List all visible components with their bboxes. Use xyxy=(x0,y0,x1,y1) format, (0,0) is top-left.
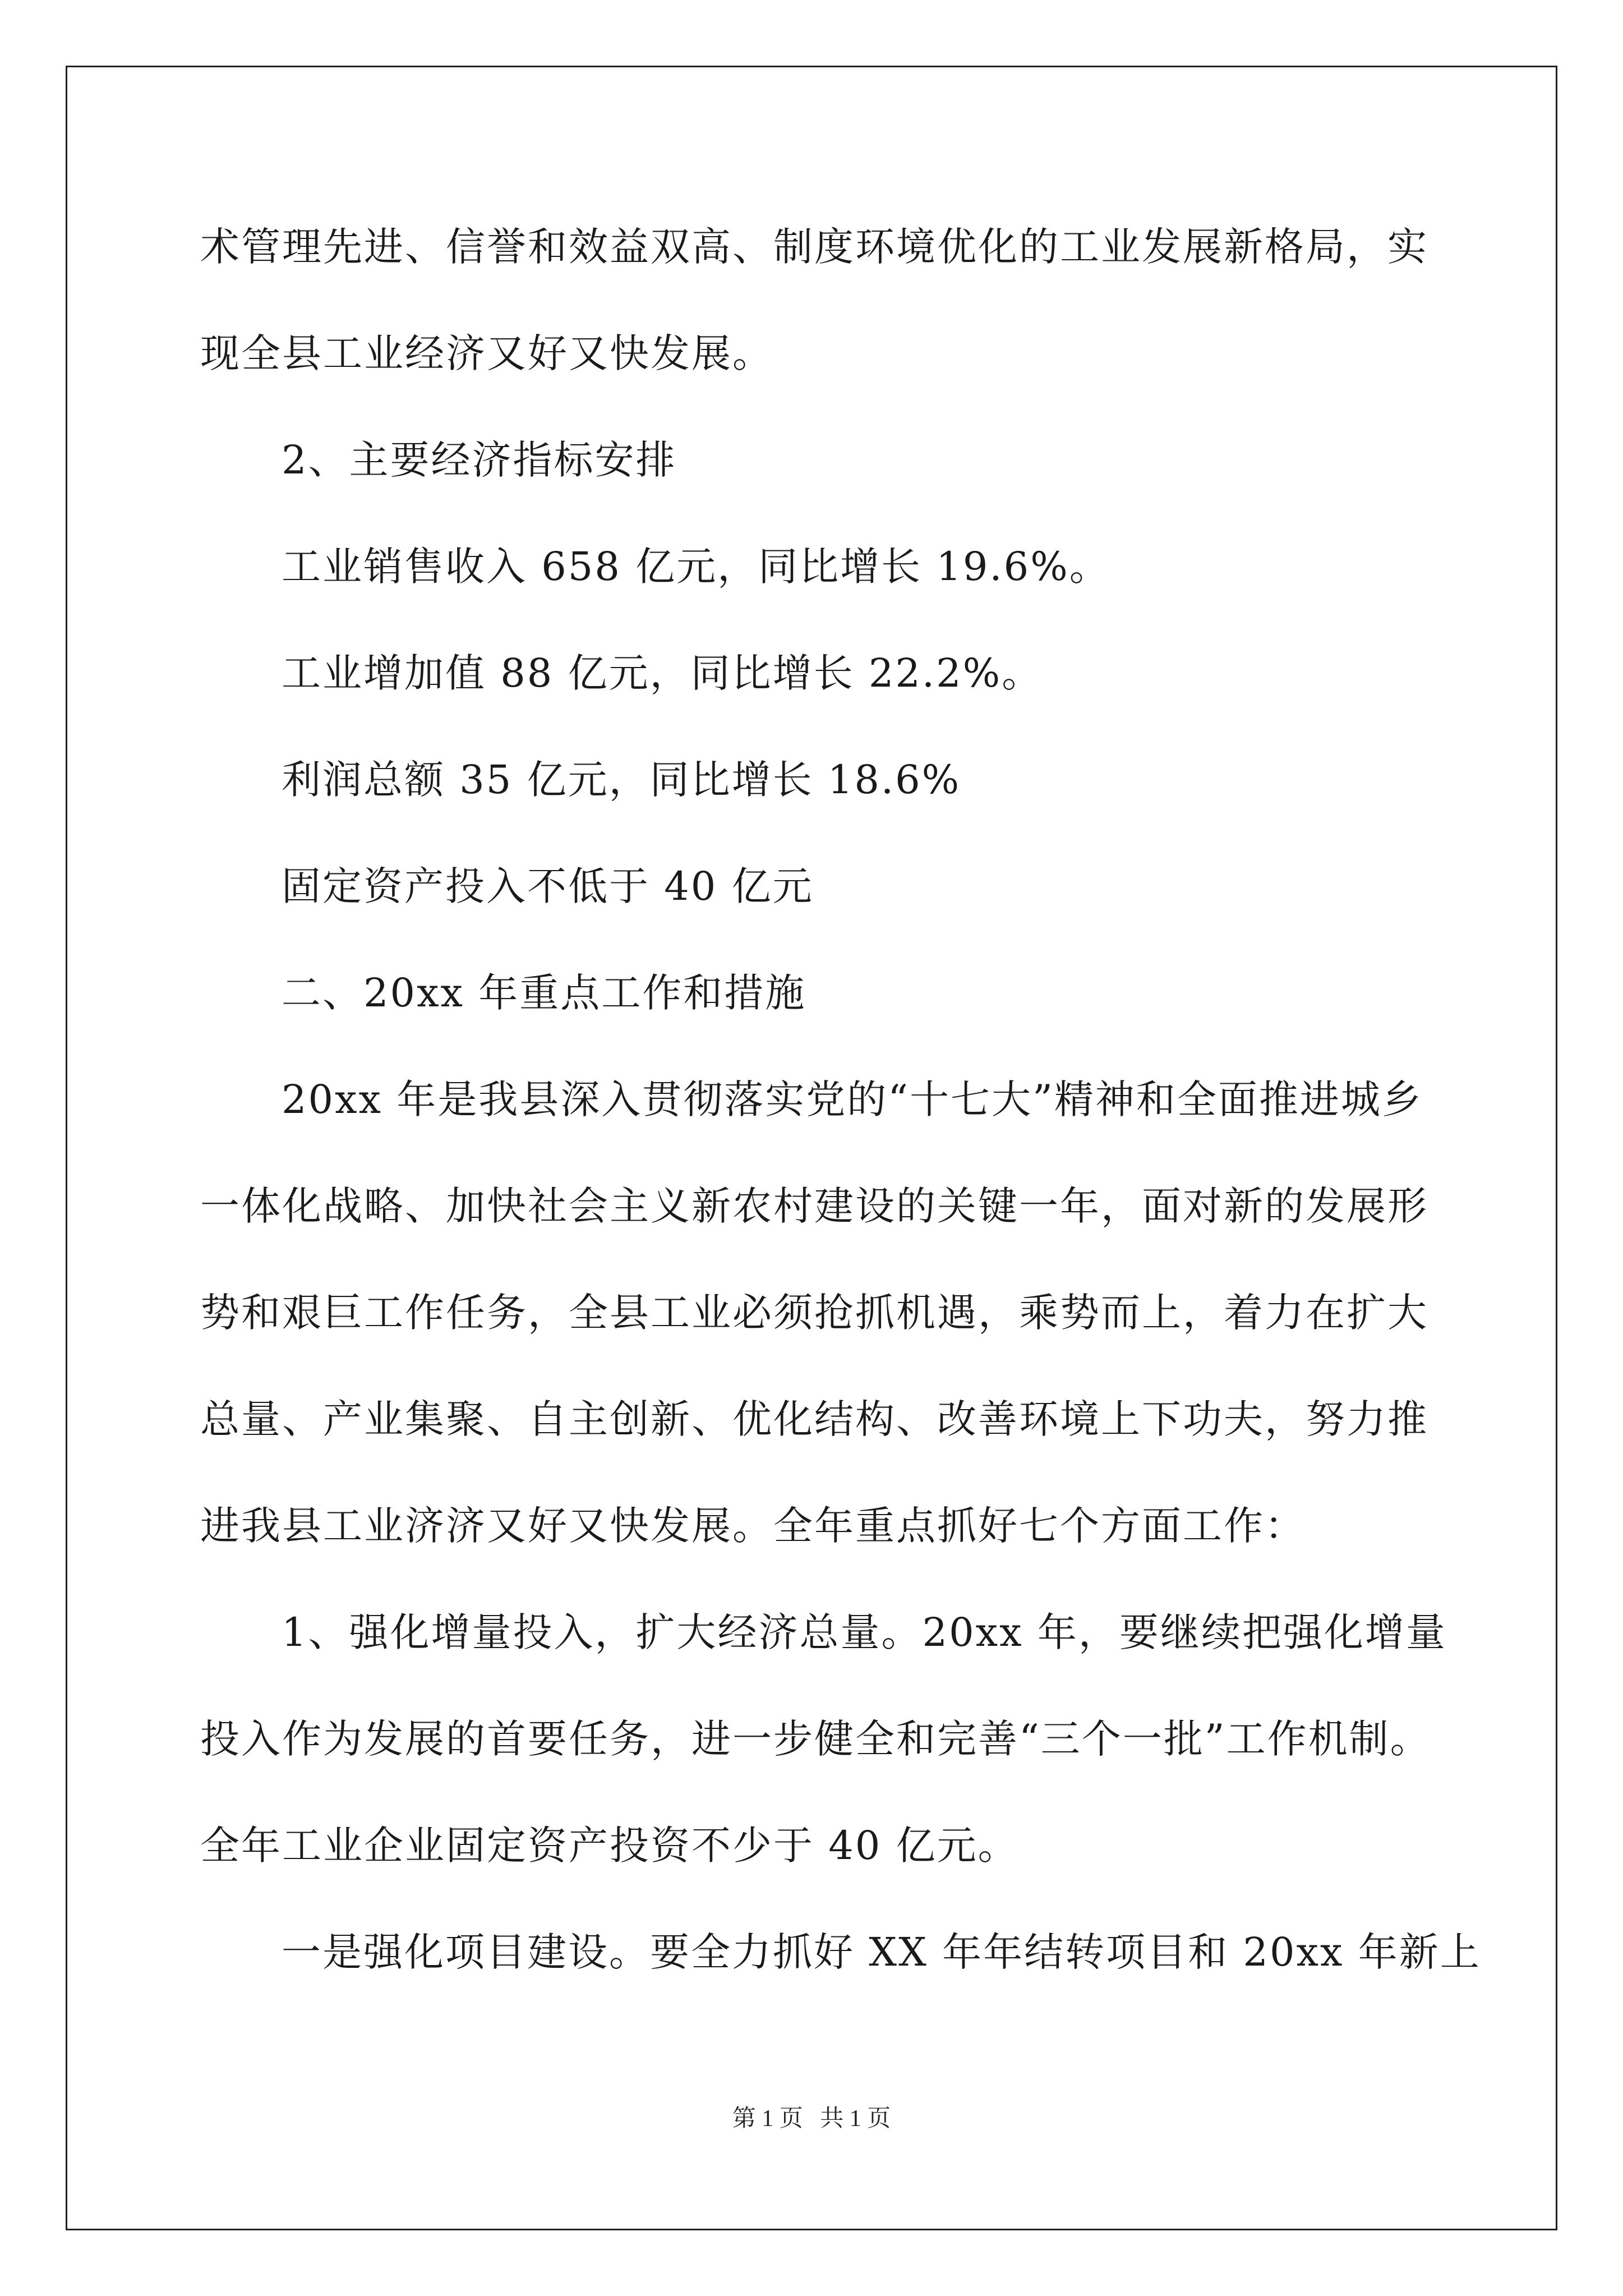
text-line: 术管理先进、信誉和效益双高、制度环境优化的工业发展新格局，实 xyxy=(200,224,1428,270)
text-line: 总量、产业集聚、自主创新、优化结构、改善环境上下功夫，努力推 xyxy=(200,1396,1428,1442)
text-line: 投入作为发展的首要任务，进一步健全和完善“三个一批”工作机制。 xyxy=(200,1716,1431,1762)
text-line: 全年工业企业固定资产投资不少于 40 亿元。 xyxy=(200,1823,1019,1869)
text-line: 一体化战略、加快社会主义新农村建设的关键一年，面对新的发展形 xyxy=(200,1183,1428,1229)
text-line: 固定资产投入不低于 40 亿元 xyxy=(282,863,814,909)
text-line: 势和艰巨工作任务，全县工业必须抢抓机遇，乘势而上，着力在扩大 xyxy=(200,1290,1428,1336)
text-line: 一是强化项目建设。要全力抓好 XX 年年结转项目和 20xx 年新上 xyxy=(282,1929,1481,1975)
text-line: 利润总额 35 亿元，同比增长 18.6% xyxy=(282,757,961,803)
text-line: 现全县工业经济又好又快发展。 xyxy=(200,330,773,376)
page-total: 共 1 页 xyxy=(820,2106,891,2132)
text-line: 20xx 年是我县深入贯彻落实党的“十七大”精神和全面推进城乡 xyxy=(282,1076,1423,1122)
page-number: 第 1 页 xyxy=(732,2106,803,2132)
text-line: 工业增加值 88 亿元，同比增长 22.2%。 xyxy=(282,650,1043,696)
text-line: 工业销售收入 658 亿元，同比增长 19.6%。 xyxy=(282,544,1110,590)
section-heading: 二、20xx 年重点工作和措施 xyxy=(282,970,806,1016)
text-line: 1、强化增量投入，扩大经济总量。20xx 年，要继续把强化增量 xyxy=(282,1609,1447,1655)
page-footer xyxy=(0,2102,1623,2136)
text-line: 进我县工业济济又好又快发展。全年重点抓好七个方面工作： xyxy=(200,1503,1306,1549)
section-heading: 2、主要经济指标安排 xyxy=(282,437,677,483)
page-frame xyxy=(66,66,1557,2230)
